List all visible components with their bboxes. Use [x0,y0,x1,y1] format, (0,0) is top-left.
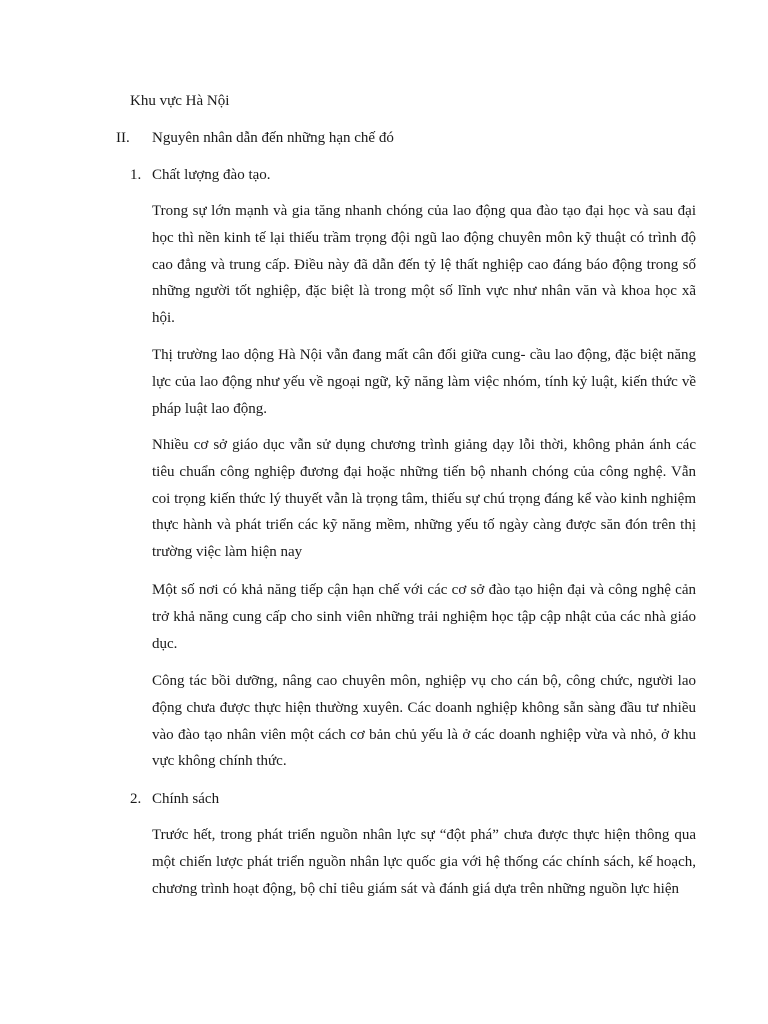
item2-title: Chính sách [152,791,220,807]
item1-number: 1. [130,167,142,183]
item2-number: 2. [130,791,142,807]
paragraph-training-1: Trong sự lớn mạnh và gia tăng nhanh chóng của lao động qua đào tạo đại học và sau đại học thì nền kinh tế lại thiếu trầm trọng đội ngũ lao động chuyên môn kỹ thuật có trình độ cao đẳng và trung cấp. Điều này đã dẫn đến tỷ lệ thất nghiệp cao đáng báo động trong số những người tốt nghiệp, đặc biệt là trong một số lĩnh vực như nhân văn và khoa học xã hội. [152,203,696,327]
region-heading: Khu vực Hà Nội [130,93,230,109]
paragraph-training-3: Nhiều cơ sở giáo dục vẫn sử dụng chương trình giảng dạy lỗi thời, không phản ánh các tiêu chuẩn công nghiệp đương đại hoặc những tiến bộ nhanh chóng của công nghệ. Vẫn coi trọng kiến thức lý thuyết vẫn là trọng tâm, thiếu sự chú trọng đáng kể vào kinh nghiệm thực hành và phát triển các kỹ năng mềm, những yếu tố ngày càng được săn đón trên thị trường việc làm hiện nay [152,437,696,561]
paragraph-policy-1: Trước hết, trong phát triển nguồn nhân lực sự “đột phá” chưa được thực hiện thông qua một chiến lược phát triển nguồn nhân lực quốc gia với hệ thống các chính sách, kế hoạch, chương trình hoạt động, bộ chỉ tiêu giám sát và đánh giá dựa trên những nguồn lực hiện [152,827,696,897]
section-title: Nguyên nhân dẫn đến những hạn chế đó [152,130,394,146]
paragraph-training-2: Thị trường lao dộng Hà Nội vẫn đang mất cân đối giữa cung- cầu lao động, đặc biệt năng lực của lao động như yếu về ngoại ngữ, kỹ năng làm việc nhóm, tính kỷ luật, kiến thức về pháp luật lao động. [152,347,696,417]
item1-title: Chất lượng đào tạo. [152,167,271,183]
section-number: II. [116,130,130,146]
paragraph-training-5: Công tác bồi dưỡng, nâng cao chuyên môn, nghiệp vụ cho cán bộ, công chức, người lao động chưa được thực hiện thường xuyên. Các doanh nghiệp không sẵn sàng đầu tư nhiều vào đào tạo nhân viên một cách cơ bản chủ yếu là ở các doanh nghiệp vừa và nhỏ, ở khu vực không chính thức. [152,673,696,770]
paragraph-training-4: Một số nơi có khả năng tiếp cận hạn chế với các cơ sở đào tạo hiện đại và công nghệ cản trở khả năng cung cấp cho sinh viên những trải nghiệm học tập cập nhật của các nhà giáo dục. [152,582,696,652]
